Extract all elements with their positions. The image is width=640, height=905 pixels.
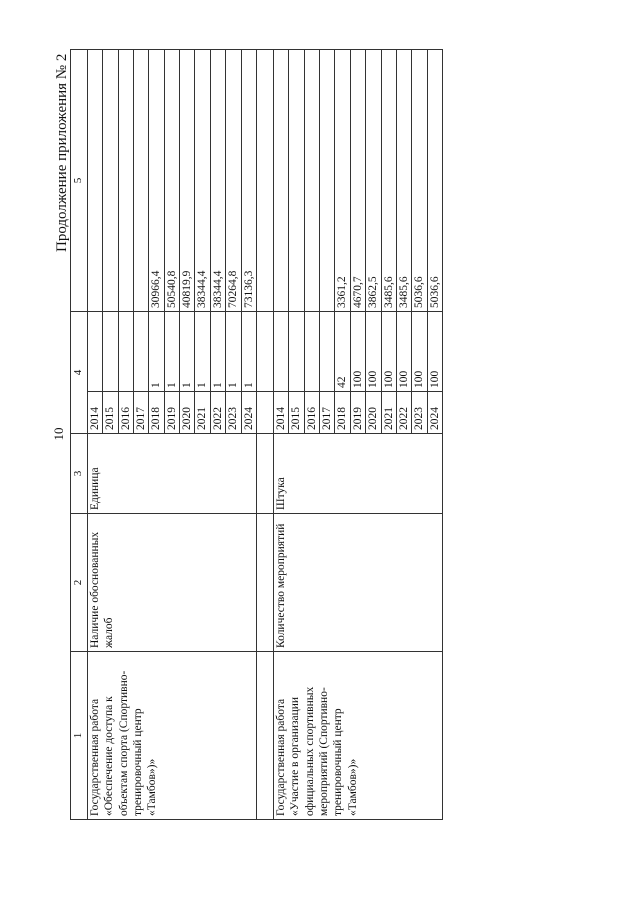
- amount-cell: [273, 50, 288, 312]
- indicator-cell: Количество мероприятий: [273, 514, 442, 652]
- value-cell: 1: [149, 312, 164, 392]
- value-cell: 1: [226, 312, 241, 392]
- amount-cell: 5036,6: [412, 50, 427, 312]
- unit-cell: Штука: [273, 434, 442, 514]
- column-header-4: 4: [71, 312, 88, 434]
- continuation-title: Продолжение приложения № 2: [54, 53, 70, 252]
- amount-cell: 4670,7: [350, 50, 365, 312]
- unit-cell: Единица: [87, 434, 256, 514]
- indicator-cell: Наличие обоснованных жалоб: [87, 514, 256, 652]
- amount-cell: 3485,6: [381, 50, 396, 312]
- year-cell: 2016: [304, 392, 319, 434]
- value-cell: 1: [241, 312, 256, 392]
- table-body: [87, 50, 442, 820]
- value-cell: 1: [195, 312, 210, 392]
- amount-cell: 73136,3: [241, 50, 256, 312]
- year-cell: 2014: [87, 392, 102, 434]
- year-cell: 2022: [396, 392, 411, 434]
- work-name-cell: Государственная работа «Обеспечение доступа к объектам спорта (Спортивно-тренировочный центр «Тамбов»)»: [87, 652, 256, 820]
- value-cell: 1: [210, 312, 225, 392]
- amount-cell: [118, 50, 133, 312]
- table-row: [87, 50, 102, 820]
- value-cell: 100: [366, 312, 381, 392]
- value-cell: 1: [180, 312, 195, 392]
- empty-cell: [256, 434, 273, 514]
- year-cell: 2015: [289, 392, 304, 434]
- year-cell: 2017: [320, 392, 335, 434]
- column-header-3: 3: [71, 434, 88, 514]
- amount-cell: [320, 50, 335, 312]
- year-cell: 2024: [427, 392, 442, 434]
- value-cell: 100: [396, 312, 411, 392]
- amount-cell: 3485,6: [396, 50, 411, 312]
- year-cell: 2024: [241, 392, 256, 434]
- value-cell: [273, 312, 288, 392]
- value-cell: [133, 312, 148, 392]
- work-name-cell: Государственная работа «Участие в организации официальных спортивных мероприятий (Спортивно-тренировочный центр «Тамбов»)»: [273, 652, 442, 820]
- empty-cell: [256, 392, 273, 434]
- amount-cell: 50540,8: [164, 50, 179, 312]
- value-cell: [320, 312, 335, 392]
- year-cell: 2017: [133, 392, 148, 434]
- amount-cell: 38344,4: [195, 50, 210, 312]
- empty-cell: [256, 312, 273, 392]
- amount-cell: [289, 50, 304, 312]
- year-cell: 2022: [210, 392, 225, 434]
- year-cell: 2018: [149, 392, 164, 434]
- value-cell: 42: [335, 312, 350, 392]
- value-cell: 100: [350, 312, 365, 392]
- value-cell: 100: [381, 312, 396, 392]
- year-cell: 2016: [118, 392, 133, 434]
- amount-cell: 70264,8: [226, 50, 241, 312]
- year-cell: 2015: [103, 392, 118, 434]
- value-cell: [289, 312, 304, 392]
- year-cell: 2020: [366, 392, 381, 434]
- year-cell: 2021: [195, 392, 210, 434]
- value-cell: [118, 312, 133, 392]
- year-cell: 2023: [226, 392, 241, 434]
- year-cell: 2019: [350, 392, 365, 434]
- amount-cell: [133, 50, 148, 312]
- value-cell: 100: [412, 312, 427, 392]
- amount-cell: 40819,9: [180, 50, 195, 312]
- value-cell: [103, 312, 118, 392]
- year-cell: 2019: [164, 392, 179, 434]
- appendix-table: [70, 49, 443, 820]
- empty-cell: [256, 50, 273, 312]
- amount-cell: 30966,4: [149, 50, 164, 312]
- year-cell: 2021: [381, 392, 396, 434]
- value-cell: 100: [427, 312, 442, 392]
- year-cell: 2020: [180, 392, 195, 434]
- empty-cell: [256, 514, 273, 652]
- amount-cell: [87, 50, 102, 312]
- amount-cell: 3361,2: [335, 50, 350, 312]
- amount-cell: [103, 50, 118, 312]
- column-header-1: 1: [71, 652, 88, 820]
- amount-cell: 5036,6: [427, 50, 442, 312]
- section-gap-row: [256, 50, 273, 820]
- value-cell: 1: [164, 312, 179, 392]
- table-row: [273, 50, 288, 820]
- value-cell: [87, 312, 102, 392]
- amount-cell: 38344,4: [210, 50, 225, 312]
- page-number: 10: [51, 427, 66, 441]
- year-cell: 2018: [335, 392, 350, 434]
- amount-cell: [304, 50, 319, 312]
- value-cell: [304, 312, 319, 392]
- amount-cell: 3862,5: [366, 50, 381, 312]
- appendix-table-rotated: [70, 50, 630, 820]
- column-number-row: [71, 50, 88, 820]
- column-header-5: 5: [71, 50, 88, 312]
- empty-cell: [256, 652, 273, 820]
- year-cell: 2023: [412, 392, 427, 434]
- column-header-2: 2: [71, 514, 88, 652]
- year-cell: 2014: [273, 392, 288, 434]
